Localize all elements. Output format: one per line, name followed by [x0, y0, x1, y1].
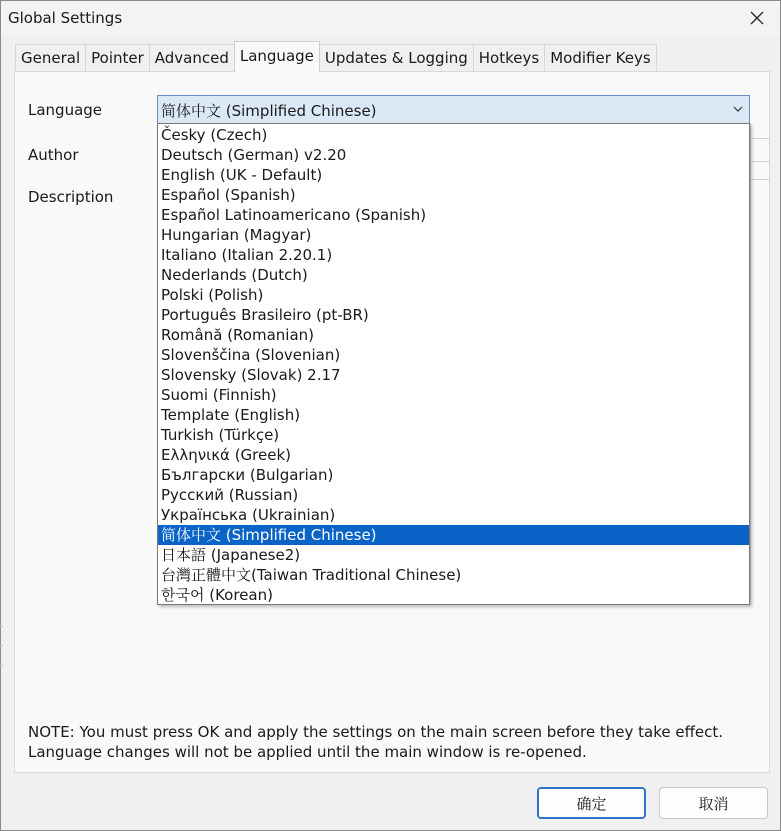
tab-general[interactable]: General — [15, 44, 86, 72]
author-label: Author — [28, 146, 79, 164]
tab-pointer[interactable]: Pointer — [85, 44, 150, 72]
tab-strip — [15, 43, 656, 72]
tab-hotkeys[interactable]: Hotkeys — [473, 44, 545, 72]
language-option[interactable]: Slovenščina (Slovenian) — [161, 346, 341, 364]
ok-button[interactable]: 确定 — [537, 787, 646, 819]
language-dropdown-list[interactable] — [157, 123, 750, 605]
obscured-fields-edge — [750, 123, 769, 603]
tab-language[interactable]: Language — [234, 41, 320, 72]
note-line-2: Language changes will not be applied until the main window is re-opened. — [28, 743, 587, 761]
language-option[interactable]: Nederlands (Dutch) — [161, 266, 308, 284]
background-edge-mark — [0, 665, 3, 666]
language-label: Language — [28, 101, 103, 119]
language-option[interactable]: Español Latinoamericano (Spanish) — [161, 206, 427, 224]
language-option[interactable]: Suomi (Finnish) — [161, 386, 277, 404]
note-line-1: NOTE: You must press OK and apply the settings on the main screen before they take effect. — [28, 723, 724, 741]
window-title: Global Settings — [8, 9, 123, 27]
language-option[interactable]: Deutsch (German) v2.20 — [161, 146, 347, 164]
language-option[interactable]: Hungarian (Magyar) — [161, 226, 312, 244]
language-option[interactable]: Română (Romanian) — [161, 326, 315, 344]
close-icon — [750, 11, 764, 25]
language-option[interactable]: Português Brasileiro (pt-BR) — [161, 306, 369, 324]
tab-advanced[interactable]: Advanced — [149, 44, 235, 72]
language-option[interactable]: Español (Spanish) — [161, 186, 296, 204]
language-option[interactable]: Polski (Polish) — [161, 286, 264, 304]
language-option[interactable]: Turkish (Türkçe) — [161, 426, 280, 444]
language-option[interactable]: Українська (Ukrainian) — [161, 506, 336, 524]
language-option[interactable]: 简体中文 (Simplified Chinese) — [158, 525, 749, 545]
language-option[interactable]: Русский (Russian) — [161, 486, 299, 504]
language-option[interactable]: Slovensky (Slovak) 2.17 — [161, 366, 341, 384]
tab-modifier-keys[interactable]: Modifier Keys — [544, 44, 656, 72]
language-option[interactable]: Italiano (Italian 2.20.1) — [161, 246, 333, 264]
language-option[interactable]: English (UK - Default) — [161, 166, 323, 184]
language-option[interactable]: 日本語 (Japanese2) — [161, 546, 301, 564]
language-select-value: 简体中文 (Simplified Chinese) — [161, 102, 377, 120]
description-label: Description — [28, 188, 114, 206]
settings-note — [28, 722, 723, 762]
language-option[interactable]: 台灣正體中文(Taiwan Traditional Chinese) — [161, 566, 462, 584]
chevron-down-icon — [731, 102, 745, 116]
language-option[interactable]: Template (English) — [161, 406, 301, 424]
language-option[interactable]: Български (Bulgarian) — [161, 466, 334, 484]
background-edge-mark — [0, 645, 3, 646]
background-edge-mark — [0, 626, 3, 627]
title-bar — [1, 1, 780, 35]
language-option[interactable]: Ελληνικά (Greek) — [161, 446, 291, 464]
language-select[interactable] — [157, 95, 750, 124]
language-option[interactable]: Česky (Czech) — [161, 126, 268, 144]
tab-updates-logging[interactable]: Updates & Logging — [319, 44, 474, 72]
close-button[interactable] — [742, 4, 772, 32]
language-option[interactable]: 한국어 (Korean) — [161, 586, 273, 604]
cancel-button[interactable]: 取消 — [659, 787, 768, 819]
